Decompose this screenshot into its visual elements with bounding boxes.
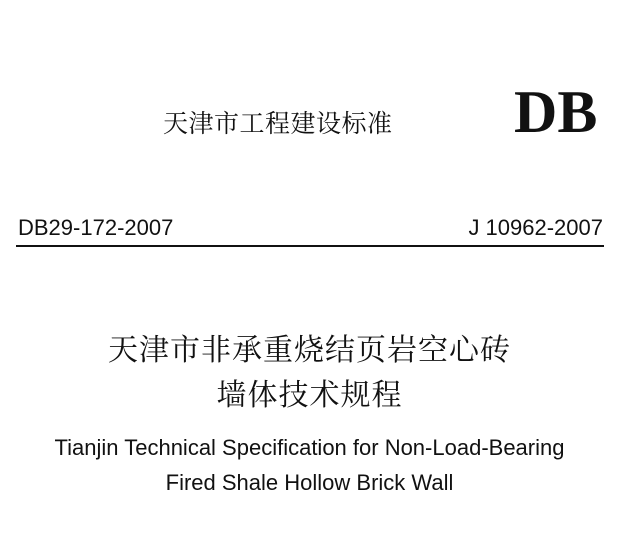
title-chinese-line-1: 天津市非承重烧结页岩空心砖: [108, 333, 511, 368]
title-english-line-1: Tianjin Technical Specification for Non-Load-Bearing: [54, 435, 565, 460]
standard-number: DB29-172-2007: [18, 215, 174, 240]
title-english-line-2: Fired Shale Hollow Brick Wall: [165, 470, 454, 495]
title-chinese-line-2: 墙体技术规程: [216, 378, 403, 413]
filing-number: J 10962-2007: [468, 215, 603, 240]
header-divider: [16, 245, 604, 247]
standard-series-label: 天津市工程建设标准: [163, 109, 393, 138]
db-logo-mark: DB: [514, 79, 598, 145]
